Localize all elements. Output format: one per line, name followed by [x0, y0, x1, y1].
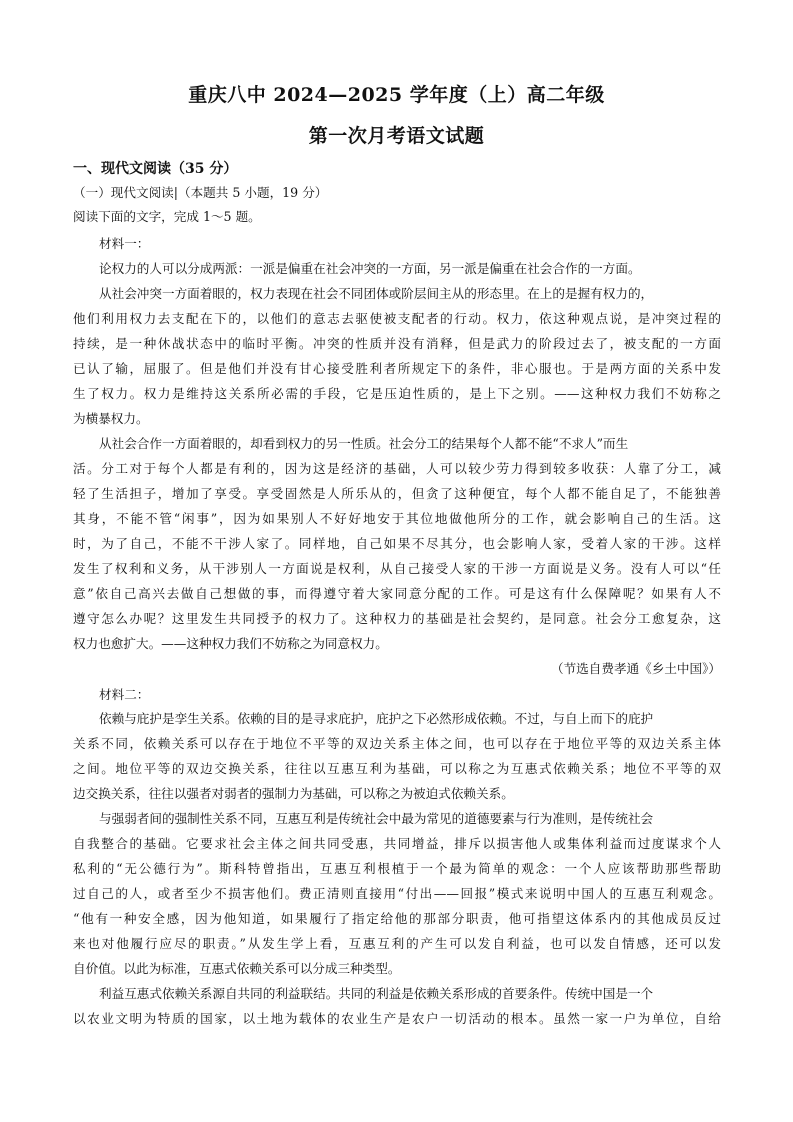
paragraph-line: 自价值。以此为标准，互惠式依赖关系可以分成三种类型。 — [73, 961, 401, 976]
paragraph-line: 关系不同，依赖关系可以存在于地位不平等的双边关系主体之间，也可以存在于地位平等的双边关系主体 — [73, 736, 721, 751]
paragraph-line: “他有一种安全感，因为他知道，如果履行了指定给他的那部分职责，他可指望这体系内的其他成员反过 — [73, 911, 721, 926]
instruction-text: 阅读下面的文字，完成 1～5 题。 — [73, 209, 261, 224]
exam-title-line1: 重庆八中 2024—2025 学年度（上）高二年级 — [188, 84, 605, 106]
section-heading: 一、现代文阅读（35 分） — [73, 161, 238, 177]
paragraph-line: 生了权力。权力是维持这关系所必需的手段，它是压迫性质的，是上下之别。——这种权力我们不妨称之 — [73, 386, 721, 401]
paragraph-line: 以农业文明为特质的国家，以土地为载体的农业生产是农户一切活动的根本。虽然一家一户为单位，自给 — [73, 1011, 721, 1026]
paragraph-line: 边交换关系，往往以强者对弱者的强制力为基础，可以称之为被迫式依赖关系。 — [73, 786, 514, 801]
paragraph-line: 从社会合作一方面着眼的，却看到权力的另一性质。社会分工的结果每个人都不能“不求人”而生 — [99, 436, 629, 451]
paragraph-line: 之间。地位平等的双边交换关系，往往以互惠互利为基础，可以称之为互惠式依赖关系；地位不平等的双 — [73, 761, 721, 776]
paragraph-line: 论权力的人可以分成两派：一派是偏重在社会冲突的一方面，另一派是偏重在社会合作的一方面。 — [99, 261, 641, 276]
paragraph-line: 过自己的人，或者至少不损害他们。费正清则直接用“付出——回报”模式来说明中国人的互惠互利观念。 — [73, 886, 721, 901]
paragraph-line: 其身，不能不管“闲事”，因为如果别人不好好地安于其位地做他所分的工作，就会影响自己的生活。这 — [73, 511, 721, 526]
paragraph-line: 来也对他履行应尽的职责。”从发生学上看，互惠互利的产生可以发自利益，也可以发自情感，还可以发 — [73, 936, 721, 951]
subsection-heading: （一）现代文阅读|（本题共 5 小题，19 分） — [73, 185, 328, 200]
paragraph-line: 依赖与庇护是孪生关系。依赖的目的是寻求庇护，庇护之下必然形成依赖。不过，与自上而下的庇护 — [99, 711, 654, 726]
paragraph-line: 已认了输，屈服了。但是他们并没有甘心接受胜利者所规定下的条件，非心服也。于是两方面的关系中发 — [73, 361, 721, 376]
paragraph-line: 自我整合的基础。它要求社会主体之间共同受惠，共同增益，排斥以损害他人或集体利益而过度谋求个人 — [73, 836, 721, 851]
material1-label: 材料一： — [99, 236, 150, 251]
paragraph-line: 活。分工对于每个人都是有利的，因为这是经济的基础，人可以较少劳力得到较多收获：人靠了分工，减 — [73, 461, 721, 476]
exam-title-line2: 第一次月考语文试题 — [308, 125, 485, 147]
paragraph-line: 利益互惠式依赖关系源自共同的利益联结。共同的利益是依赖关系形成的首要条件。传统中国是一个 — [99, 986, 654, 1001]
material1-source: （节选自费孝通《乡土中国》） — [550, 661, 721, 676]
paragraph-line: 私利的“无公德行为”。斯科特曾指出，互惠互利根植于一个最为简单的观念：一个人应该帮助那些帮助 — [73, 861, 721, 876]
paragraph-line: 为横暴权力。 — [73, 411, 149, 426]
paragraph-line: 与强弱者间的强制性关系不同，互惠互利是传统社会中最为常见的道德要素与行为准则，是传统社会 — [99, 811, 654, 826]
material2-label: 材料二： — [99, 687, 150, 702]
paragraph-line: 遵守怎么办呢？这里发生共同授予的权力了。这种权力的基础是社会契约，是同意。社会分工愈复杂，这 — [73, 611, 721, 626]
paragraph-line: 持续，是一种休战状态中的临时平衡。冲突的性质并没有消释，但是武力的阶段过去了，被支配的一方面 — [73, 336, 721, 351]
paragraph-line: 意”依自己高兴去做自己想做的事，而得遵守着大家同意分配的工作。可是这有什么保障呢？如果有人不 — [73, 586, 721, 601]
paragraph-line: 时，为了自己，不能不干涉人家了。同样地，自己如果不尽其分，也会影响人家，受着人家的干涉。这样 — [73, 536, 721, 551]
paragraph-line: 权力也愈扩大。——这种权力我们不妨称之为同意权力。 — [73, 636, 388, 651]
paragraph-line: 他们利用权力去支配在下的，以他们的意志去驱使被支配者的行动。权力，依这种观点说，是冲突过程的 — [73, 311, 721, 326]
paragraph-line: 轻了生活担子，增加了享受。享受固然是人所乐从的，但贪了这种便宜，每个人都不能自足了，不能独善 — [73, 486, 721, 501]
paragraph-line: 发生了权利和义务，从干涉别人一方面说是权利，从自己接受人家的干涉一方面说是义务。没有人可以“任 — [73, 561, 721, 576]
paragraph-line: 从社会冲突一方面着眼的，权力表现在社会不同团体或阶层间主从的形态里。在上的是握有权力的， — [99, 286, 654, 301]
